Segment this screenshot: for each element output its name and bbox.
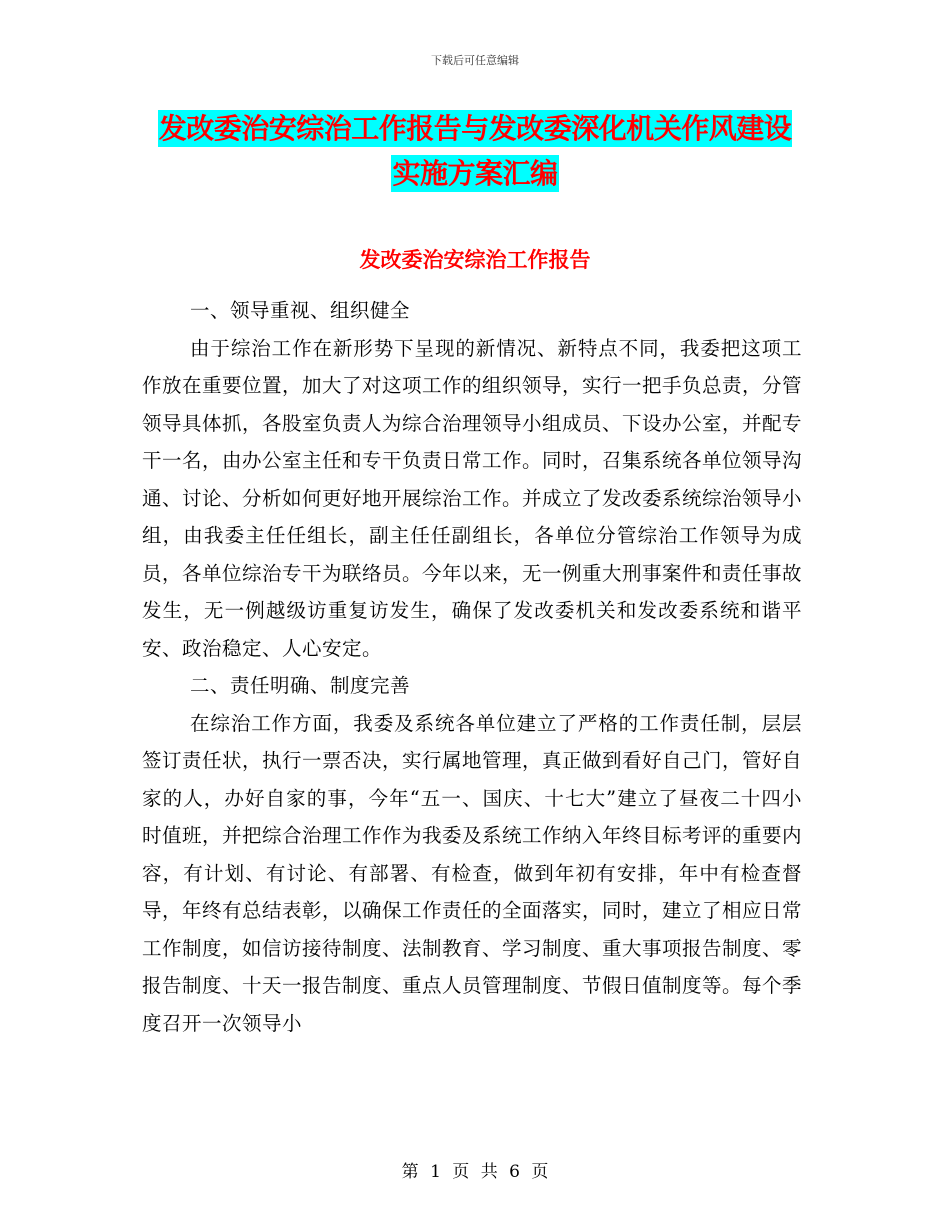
heading-responsibility: 二、责任明确、制度完善 (190, 674, 411, 697)
header-note: 下载后可任意编辑 (431, 54, 519, 67)
document-title-line1-text: 发改委治安综治工作报告与发改委深化机关作风建设 (158, 112, 792, 145)
paragraph-responsibility: 在综治工作方面，我委及系统各单位建立了严格的工作责任制，层层签订责任状，执行一票否决，实行属地管理，真正做到看好自己门，管好自家的人，办好自家的事，今年“五一、国庆、十七大”建立了昼夜二十四小时值班，并把综合治理工作作为我委及系统工作纳入年终目标考评的重要内容，有计划、有讨论、有部署、有检查，做到年初有安排，年中有检查督导，年终有总结表彰，以确保工作责任的全面落实，同时，建立了相应日常工作制度，如信访接待制度、法制教育、学习制度、重大事项报告制度、零报告制度、十天一报告制度、重点人员管理制度、节假日值制度等。每个季度召开一次领导小 (142, 711, 803, 1035)
document-title-line2-text: 实施方案汇编 (392, 157, 558, 190)
paragraph-leadership: 由于综治工作在新形势下呈现的新情况、新特点不同，我委把这项工作放在重要位置，加大了对这项工作的组织领导，实行一把手负总责，分管领导具体抓，各股室负责人为综合治理领导小组成员、下设办公室，并配专干一名，由办公室主任和专干负责日常工作。同时，召集系统各单位领导沟通、讨论、分析如何更好地开展综治工作。并成立了发改委系统综治领导小组，由我委主任任组长，副主任任副组长，各单位分管综治工作领导为成员，各单位综治专干为联络员。今年以来，无一例重大刑事案件和责任事故发生，无一例越级访重复访发生，确保了发改委机关和发改委系统和谐平安、政治稳定、人心安定。 (142, 336, 803, 660)
document-title-line2 (0, 152, 950, 196)
section-title: 发改委治安综治工作报告 (359, 248, 591, 272)
page-footer: 第 1 页 共 6 页 (401, 1162, 549, 1182)
heading-leadership: 一、领导重视、组织健全 (190, 299, 411, 322)
document-title-line1 (0, 107, 950, 151)
document-body (142, 292, 802, 1042)
